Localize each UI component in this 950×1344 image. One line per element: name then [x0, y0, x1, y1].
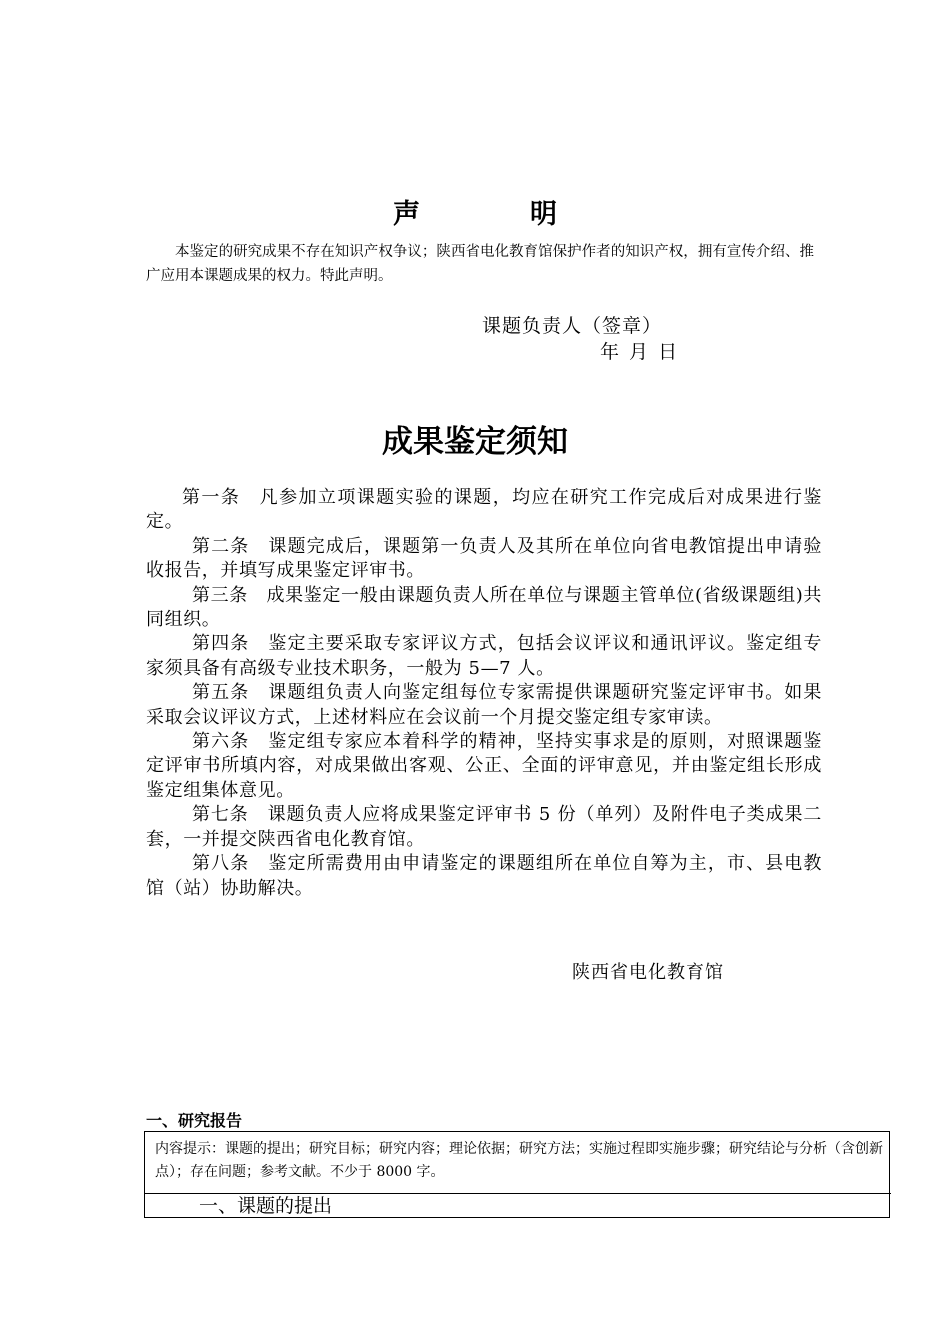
date-label: 年 月 日 [600, 341, 678, 363]
notice-article-7: 第七条 课题负责人应将成果鉴定评审书 5 份（单列）及附件电子类成果二套，一并提交陕西省电化教育馆。 [146, 804, 822, 850]
report-heading: 一、研究报告 [146, 1111, 243, 1130]
notice-title: 成果鉴定须知 [382, 424, 568, 460]
report-content-hint: 内容提示：课题的提出；研究目标；研究内容；理论依据；研究方法；实施过程即实施步骤；研究结论与分析（含创新点）；存在问题；参考文献。不少于 8000 字。 [145, 1132, 891, 1194]
notice-article-3: 第三条 成果鉴定一般由课题负责人所在单位与课题主管单位(省级课题组)共同组织。 [146, 584, 822, 631]
notice-article-1: 第一条 凡参加立项课题实验的课题，均应在研究工作完成后对成果进行鉴定。 [146, 487, 822, 533]
notice-article-2: 第二条 课题完成后，课题第一负责人及其所在单位向省电教馆提出申请验收报告，并填写成果鉴定评审书。 [146, 535, 822, 582]
notice-article-4: 第四条 鉴定主要采取专家评议方式，包括会议评议和通讯评议。鉴定组专家须具备有高级专业技术职务，一般为 5—7 人。 [146, 633, 822, 679]
notice-article-8: 第八条 鉴定所需费用由申请鉴定的课题组所在单位自筹为主，市、县电教馆（站）协助解决。 [146, 853, 822, 899]
declaration-title-char-2: 明 [530, 199, 557, 230]
notice-article-6: 第六条 鉴定组专家应本着科学的精神，坚持实事求是的原则，对照课题鉴定评审书所填内容，对成果做出客观、公正、全面的评审意见，并由鉴定组长形成鉴定组集体意见。 [146, 731, 822, 801]
declaration-title-char-1: 声 [393, 199, 420, 230]
notice-article-5: 第五条 课题组负责人向鉴定组每位专家需提供课题研究鉴定评审书。如果采取会议评议方式，上述材料应在会议前一个月提交鉴定组专家审读。 [146, 682, 822, 728]
declaration-title [0, 192, 950, 231]
report-section-heading: 一、课题的提出 [199, 1195, 333, 1217]
signature-label: 课题负责人（签章） [482, 315, 663, 337]
notice-issuer: 陕西省电化教育馆 [572, 962, 724, 983]
declaration-text: 本鉴定的研究成果不存在知识产权争议；陕西省电化教育馆保护作者的知识产权，拥有宣传介绍、推广应用本课题成果的权力。特此声明。 [146, 244, 814, 284]
report-table [144, 1131, 890, 1218]
notice-articles [146, 486, 822, 901]
